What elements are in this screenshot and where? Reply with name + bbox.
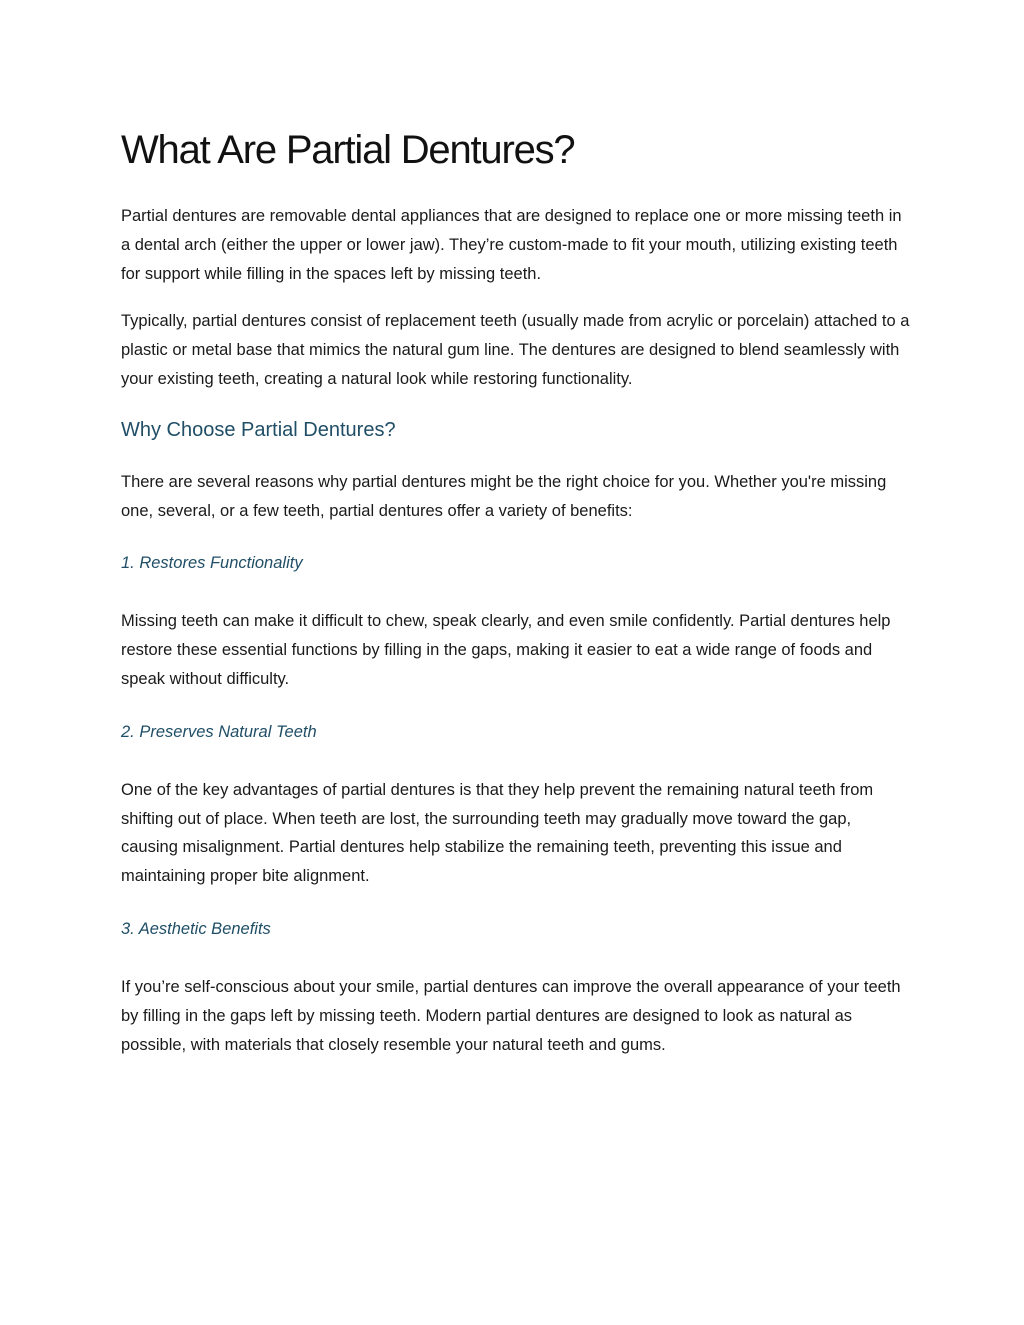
why-heading: Why Choose Partial Dentures? [121, 418, 396, 441]
page-title: What Are Partial Dentures? [121, 128, 575, 172]
intro-paragraph-2: Typically, partial dentures consist of replacement teeth (usually made from acrylic or porcelain) attached to a plastic or metal base that mimics the natural gum line. The dentures are designed to blend seamlessly with your existing teeth, creating a natural look while restoring functionality. [121, 312, 910, 388]
why-paragraph: There are several reasons why partial dentures might be the right choice for you. Whether you're missing one, several, or a few teeth, partial dentures offer a variety of benefits: [121, 472, 887, 520]
benefit-heading-3: 3. Aesthetic Benefits [121, 919, 271, 938]
document-page [121, 122, 911, 1078]
benefit-paragraph-2: One of the key advantages of partial dentures is that they help prevent the remaining natural teeth from shifting out of place. When teeth are lost, the surrounding teeth may gradually move toward the gap, causing misalignment. Partial dentures help stabilize the remaining teeth, preventing this issue and maintaining proper bite alignment. [121, 780, 874, 886]
benefit-heading-2: 2. Preserves Natural Teeth [121, 722, 317, 741]
benefit-paragraph-3: If you’re self-conscious about your smile, partial dentures can improve the overall appearance of your teeth by filling in the gaps left by missing teeth. Modern partial dentures are designed to look as natural as possible, with materials that closely resemble your natural teeth and gums. [121, 977, 901, 1054]
benefit-paragraph-1: Missing teeth can make it difficult to chew, speak clearly, and even smile confidently. Partial dentures help restore these essential functions by filling in the gaps, making it easier to eat a wide range of foods and speak without difficulty. [121, 612, 891, 688]
intro-paragraph-1: Partial dentures are removable dental appliances that are designed to replace one or more missing teeth in a dental arch (either the upper or lower jaw). They’re custom-made to fit your mouth, utilizing existing teeth for support while filling in the spaces left by missing teeth. [121, 207, 902, 283]
benefit-heading-1: 1. Restores Functionality [121, 554, 303, 573]
